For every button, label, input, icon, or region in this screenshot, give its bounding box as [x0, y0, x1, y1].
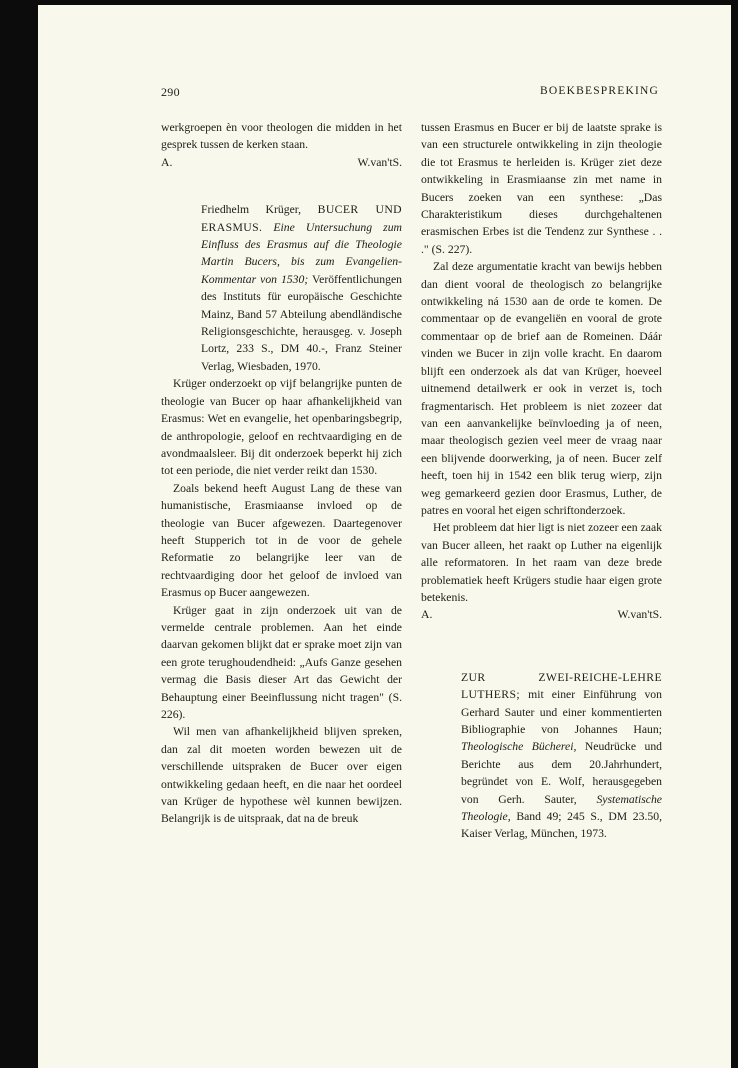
scan-border-left — [0, 0, 38, 1068]
citation-details: Neudrücke und Berichte aus dem 20.Jahrhundert, begründet von E. Wolf, herausgegeben von Gerh. Sauter, — [461, 740, 663, 806]
review-paragraph: Zal deze argumentatie kracht van bewijs hebben dan dient vooral de theologisch zo belangrijke ontwikkeling ná 1530 aan de orde te komen. De commentaar op de evangeliën en vooral de grote commentaar op de brief aan de Romeinen. Dáár vinden we Bucer in zijn volle kracht. En daarom blijft een onderzoek als dat van Krüger, hoeveel uitnemend detailwerk er ook in verzet is, toch fragmentarisch. Het probleem is niet zozeer dat van een aanvankelijke beïnvloeding ja of neen, maar theologisch gezien veel meer de vraag naar een blijvende doorwerking, ja of neen. Bucer zelf heeft, toen hij in 1542 een blik terug wierp, zijn weg gemarkeerd gezien door Erasmus, Luther, de patres en vooral het eigen schriftonderzoek. — [421, 260, 662, 517]
right-column — [421, 119, 662, 843]
citation-details: Band 49; 245 S., DM 23.50, Kaiser Verlag, München, 1973. — [461, 810, 662, 841]
citation-details: Veröffentlichungen des Instituts für europäische Geschichte Mainz, Band 57 Abteilung abendländische Religionsgeschichte, herausgeg. v. Joseph Lortz, 233 S., DM 40.-, Franz Steiner Verlag, Wiesbaden, 1970. — [201, 272, 402, 373]
review-paragraph: Wil men van afhankelijkheid blijven spreken, dan zal dit moeten worden bewezen uit de verschillende uitspraken de Bucer over eigen ontwikkeling gedaan heeft, en die naar het oordeel van Krüger de hypothese wèl kunnen bewijzen. Belangrijk is de uitspraak, dat na de breuk — [161, 725, 402, 826]
review-closing-text: werkgroepen èn voor theologen die midden in het gesprek tussen de kerken staan. — [161, 121, 402, 152]
review-signature — [161, 154, 402, 171]
book-citation — [201, 201, 402, 375]
review-paragraph: Het probleem dat hier ligt is niet zozeer een zaak van Bucer alleen, het raakt op Luther na eigenlijk alle reformatoren. In het raam van deze brede problematiek heeft Krügers studie haar eigen grote betekenis. — [421, 521, 662, 604]
page-number: 290 — [161, 85, 180, 99]
citation-subtitle: Eine Untersuchung zum Einfluss des Erasmus auf die Theologie Martin Bucers, bis zum Evangelien-Kommentar von 1530; — [201, 220, 402, 286]
citation-author: Friedhelm Krüger, — [201, 203, 302, 217]
left-column — [161, 119, 402, 828]
signature-name: W.van'tS. — [617, 608, 662, 622]
citation-series: Systematische Theologie, — [461, 792, 662, 824]
signature-initial: A. — [421, 608, 433, 622]
review-paragraph: tussen Erasmus en Bucer er bij de laatste sprake is van een structurele ontwikkeling in zijn theologie die tot Erasmus te herleiden is. Krüger ziet deze ontwikkeling in Erasmiaanse zin met name in Bucers zoeken van een synthese: „Das Charakteristikum dieses durchgehaltenen erasmischen Erbes ist die Tendenz zur Synthese . . ." (S. 227). — [421, 121, 662, 256]
citation-details: mit einer Einführung von Gerhard Sauter und einer kommentierten Bibliographie von Johannes Haun; — [461, 688, 662, 736]
book-citation — [461, 669, 662, 843]
review-signature — [421, 606, 662, 623]
scan-border-right — [731, 0, 738, 1068]
review-paragraph: Krüger onderzoekt op vijf belangrijke punten de theologie van Bucer op haar afhankelijkheid van Erasmus: Wet en evangelie, het openbaringsbegrip, de anthropologie, geloof en rechtvaardiging en de avondmaalsleer. Bij dit onderzoek beperkt hij zich tot een periode, die niet verder reikt dan 1530. — [161, 377, 402, 478]
review-paragraph: Zoals bekend heeft August Lang de these van humanistische, Erasmiaanse invloed op de theologie van Bucer afgewezen. Daartegenover heeft Stupperich tot in de voor de gehele Reformatie zo belangrijke leer van de rechtvaardiging door het geloof de invloed van Erasmus op Bucer aangewezen. — [161, 481, 402, 600]
citation-series: Theologische Bücherei, — [461, 740, 577, 754]
review-paragraph: Krüger gaat in zijn onderzoek uit van de vermelde centrale problemen. Aan het einde daarvan gekomen blijkt dat er sprake moet zijn van een grote terughoudendheid: „Aufs Ganze gesehen vermag die Basis dieser Art das Gewicht der Behauptung einer Beeinflussung nicht tragen" (S. 226). — [161, 603, 402, 721]
signature-initial: A. — [161, 155, 173, 169]
citation-title: ZUR ZWEI-REICHE-LEHRE LUTHERS; — [461, 670, 662, 702]
running-head: BOEKBESPREKING — [540, 85, 660, 97]
citation-title: BUCER UND ERASMUS. — [201, 203, 403, 234]
signature-name: W.van'tS. — [357, 155, 402, 169]
